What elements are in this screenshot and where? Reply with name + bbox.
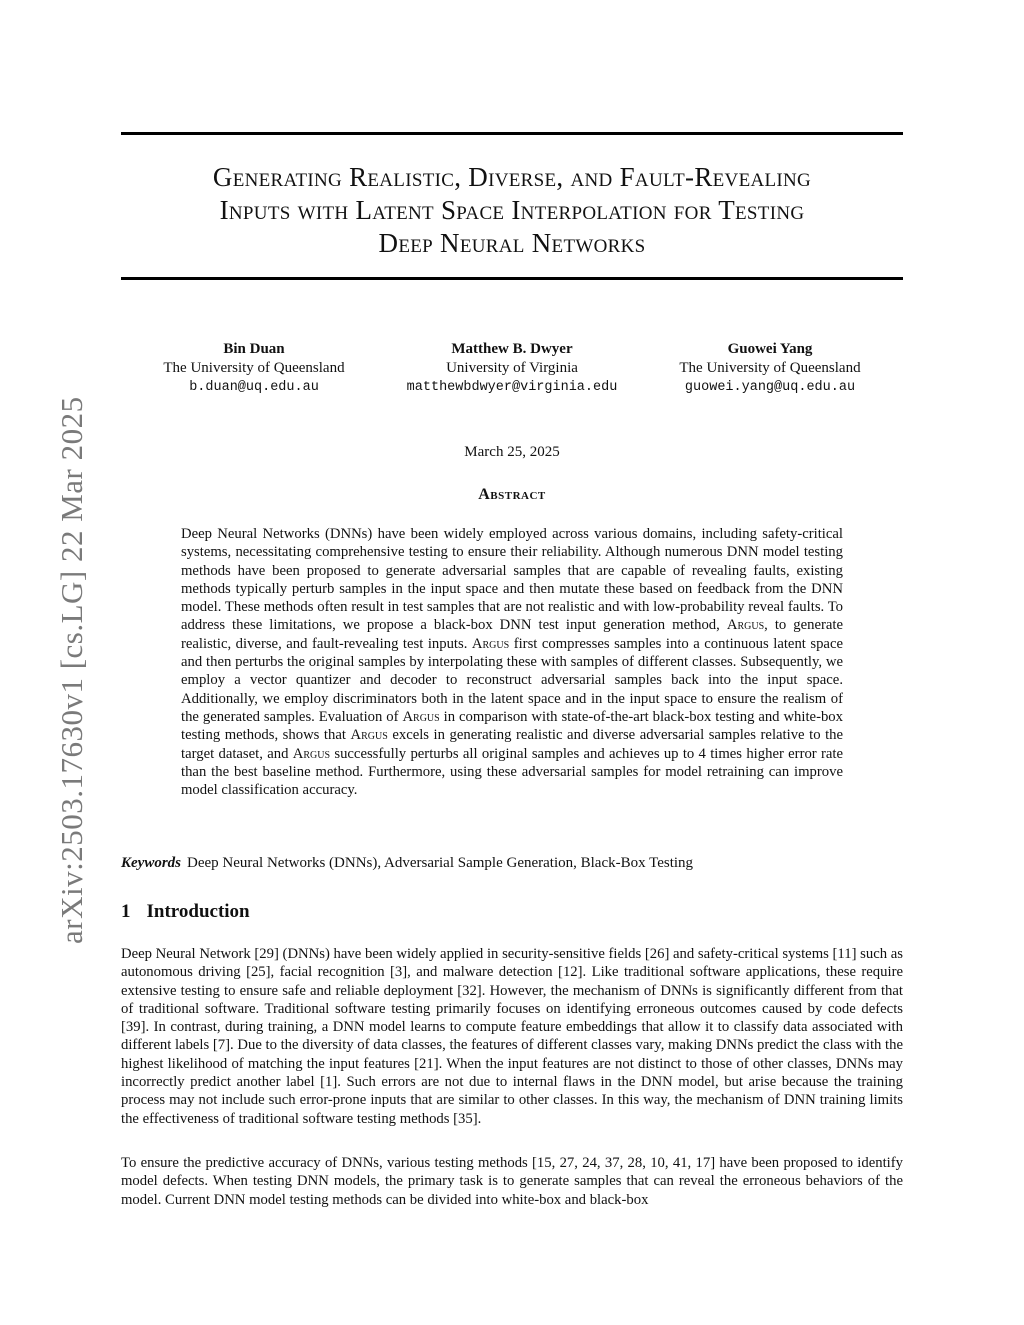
author-affiliation: The University of Queensland [163,360,345,376]
section-number: 1 [121,901,131,922]
section-heading [121,901,250,923]
abstract-part: in comparison with state-of-the-art black-box testing and white-box testing methods, shows that [181,708,843,744]
method-name: Argus [292,745,331,762]
abstract-text [181,525,843,799]
author-name: Guowei Yang [727,341,813,357]
abstract-part: successfully perturbs all original samples and achieves up to 4 times higher error rate than the best baseline method. Furthermore, using these adversarial samples for model retraining can improve model classification accuracy. [181,745,844,799]
abstract-part: first compresses samples into a continuous latent space and then perturbs the original samples by interpolating these with samples of different classes. Subsequently, we employ a vector quantizer and decoder to reconstruct adversarial samples back into the input space. Additionally, we employ discriminators both in the latent space and in the input space to ensure the realism of the generated samples. Evaluation of [181,635,843,725]
title-line-3: Deep Neural Networks [378,228,646,258]
abstract-part: , to generate realistic, diverse, and fault-revealing test inputs. [181,617,843,652]
section-title: Introduction [146,901,250,922]
method-name: Argus [350,727,388,744]
body-paragraph: To ensure the predictive accuracy of DNNs, various testing methods [15, 27, 24, 37, 28, 10, 41, 17] have been proposed to identify model defects. When testing DNN models, the primary task is to generate samples that can reveal the erroneous behaviors of the model. Current DNN model testing methods can be divided into white-box and black-box [121,1155,903,1208]
arxiv-stamp [0,0,89,1325]
author-email[interactable]: matthewbdwyer@virginia.edu [406,380,618,395]
abstract-part: Deep Neural Networks (DNNs) have been widely employed across various domains, including safety-critical systems, necessitating comprehensive testing to ensure their reliability. Although numerous DNN model testing methods have been proposed to generate adversarial samples that are capable of revealing faults, existing methods typically perturb samples in the input space and then mutate these based on feedback from the DNN model. These methods often result in test samples that are not realistic and with low-probability reveal faults. To address these limitations, we propose a black-box DNN test input generation method, [181,526,843,634]
method-name: Argus [402,708,440,725]
author-block [124,340,384,397]
paper-title [121,161,903,260]
author-affiliation: The University of Queensland [679,360,861,376]
title-line-1: Generating Realistic, Diverse, and Fault-Revealing [212,162,812,192]
author-block [640,340,900,397]
author-name: Matthew B. Dwyer [451,341,573,357]
abstract-heading: Abstract [478,486,546,503]
author-block [382,340,642,397]
method-name: Argus [471,635,510,652]
paper-date: March 25, 2025 [464,444,560,460]
title-line-2: Inputs with Latent Space Interpolation for Testing [219,195,805,225]
keywords-list: Deep Neural Networks (DNNs), Adversarial Sample Generation, Black-Box Testing [187,855,694,871]
author-email[interactable]: b.duan@uq.edu.au [189,380,319,395]
arxiv-stamp-text: arXiv:2503.17630v1 [cs.LG] 22 Mar 2025 [54,396,89,944]
author-email[interactable]: guowei.yang@uq.edu.au [684,380,856,395]
author-name: Bin Duan [223,341,285,357]
method-name: Argus [726,617,765,634]
author-affiliation: University of Virginia [446,360,578,376]
abstract-part: excels in generating realistic and diverse adversarial samples relative to the target dataset, and [181,727,844,762]
keywords-label: Keywords [121,855,181,871]
body-paragraph: Deep Neural Network [29] (DNNs) have been widely applied in security-sensitive fields [26] and safety-critical systems [11] such as autonomous driving [25], facial recognition [3], and malware detection [12]. Like traditional software applications, these require extensive testing to ensure safe and reliable deployment [32]. However, the mechanism of DNNs is significantly different from that of traditional software. Traditional software testing primarily focuses on identifying erroneous outcomes caused by code defects [39]. In contrast, during training, a DNN model learns to compute feature embeddings that allow it to classify data associated with different labels [7]. Due to the diversity of data classes, the features of different classes vary, making DNNs predict the class with the highest likelihood of matching the input features [21]. When the input features are not distinct to those of other classes, DNNs may incorrectly predict another label [1]. Such errors are not due to internal flaws in the DNN model, but arise because the training process may not include such error-prone inputs that are similar to other classes. In this way, the mechanism of DNN training limits the effectiveness of traditional software testing methods [35]. [121,946,903,1127]
top-rule [121,132,903,135]
bottom-rule [121,277,903,280]
keywords [121,855,903,872]
